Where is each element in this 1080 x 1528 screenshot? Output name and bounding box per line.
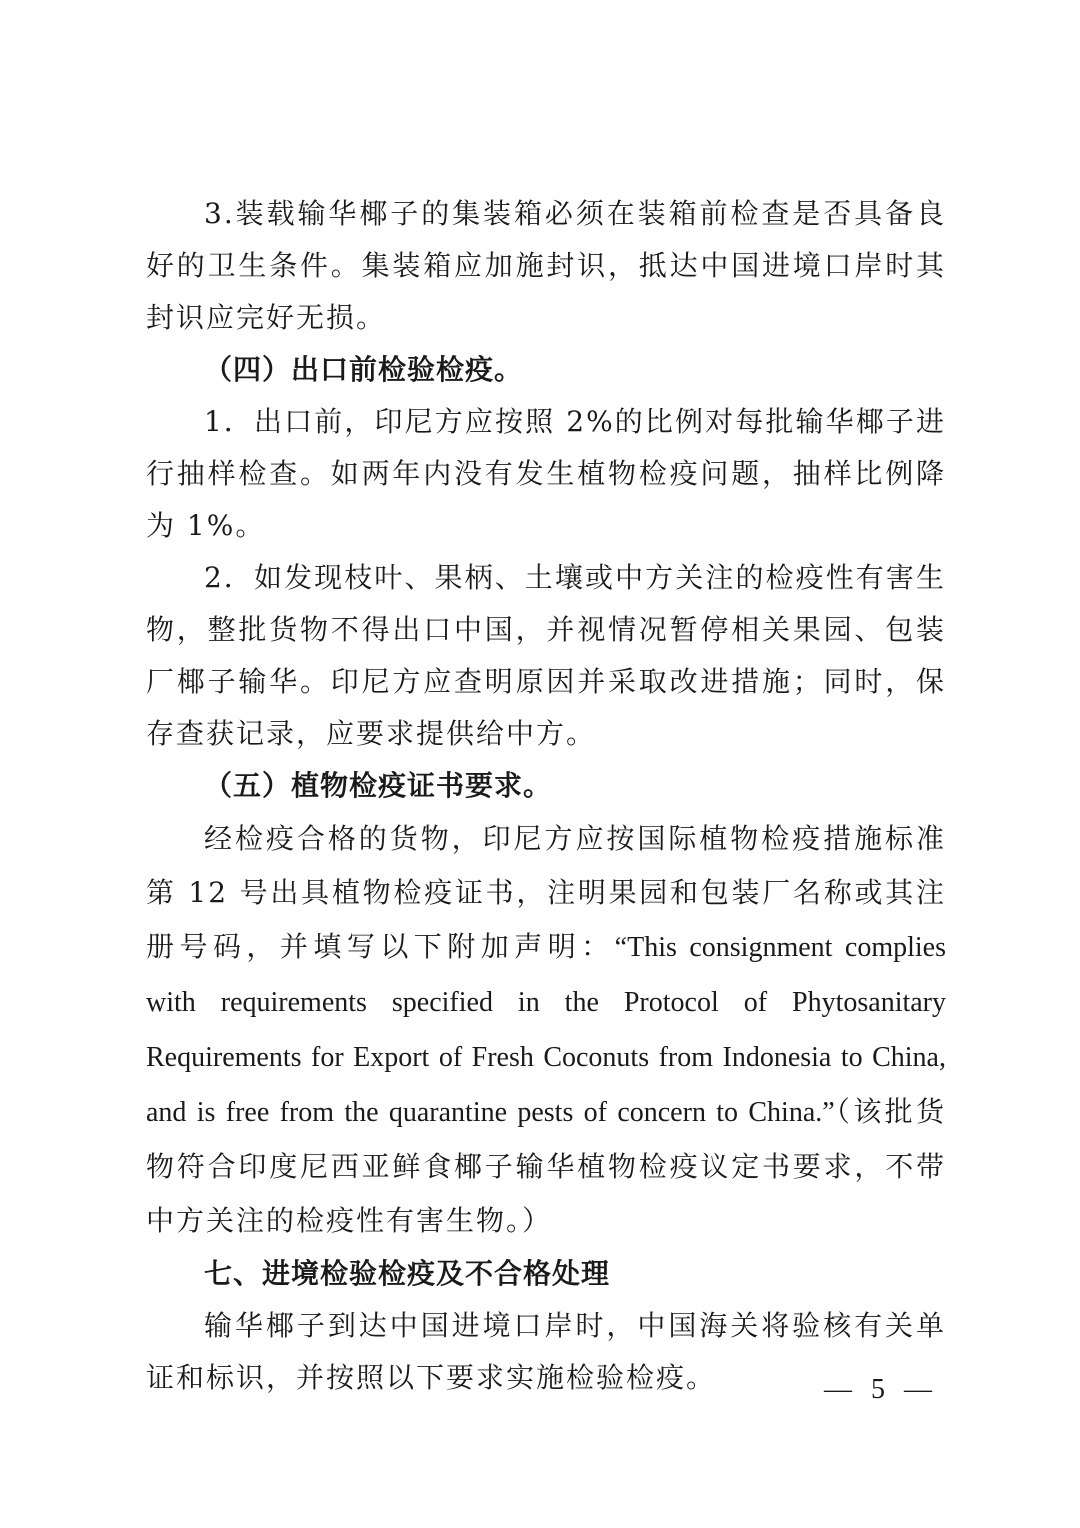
heading-pre-export-inspection: （四）出口前检验检疫。 xyxy=(204,353,524,386)
heading-certificate-requirements: （五）植物检疫证书要求。 xyxy=(204,769,553,802)
declaration-intro: 经检疫合格的货物，印尼方应按国际植物检疫措施标准第 12 号出具植物检疫证书，注明果园和包装厂名称或其注册号码，并填写以下附加声明： xyxy=(146,822,946,963)
document-body xyxy=(146,188,946,1404)
paragraph-container-inspection: 3.装载输华椰子的集装箱必须在装箱前检查是否具备良好的卫生条件。集装箱应加施封识，抵达中国进境口岸时其封识应完好无损。 xyxy=(146,197,946,334)
page-number: — 5 — xyxy=(824,1374,938,1405)
heading-entry-inspection: 七、进境检验检疫及不合格处理 xyxy=(204,1257,611,1290)
declaration-translation: （该批货物符合印度尼西亚鲜食椰子输华植物检疫议定书要求，不带中方关注的检疫性有害生物。） xyxy=(146,1095,946,1237)
paragraph-noncompliance-handling: 2．如发现枝叶、果柄、土壤或中方关注的检疫性有害生物，整批货物不得出口中国，并视情况暂停相关果园、包装厂椰子输华。印尼方应查明原因并采取改进措施；同时，保存查获记录，应要求提供给中方。 xyxy=(146,561,946,750)
paragraph-sampling-rate: 1．出口前，印尼方应按照 2%的比例对每批输华椰子进行抽样检查。如两年内没有发生植物检疫问题，抽样比例降为 1%。 xyxy=(146,405,946,542)
paragraph-entry-verification: 输华椰子到达中国进境口岸时，中国海关将验核有关单证和标识，并按照以下要求实施检验检疫。 xyxy=(146,1309,946,1394)
paragraph-certificate-declaration xyxy=(146,812,946,1248)
declaration-english: “This consignment complies with requirements specified in the Protocol of Phytosanitary Requirements for Export of Fresh Coconuts from Indonesia to China, and is free from the quarantine pests of concern to China.” xyxy=(146,932,946,1128)
